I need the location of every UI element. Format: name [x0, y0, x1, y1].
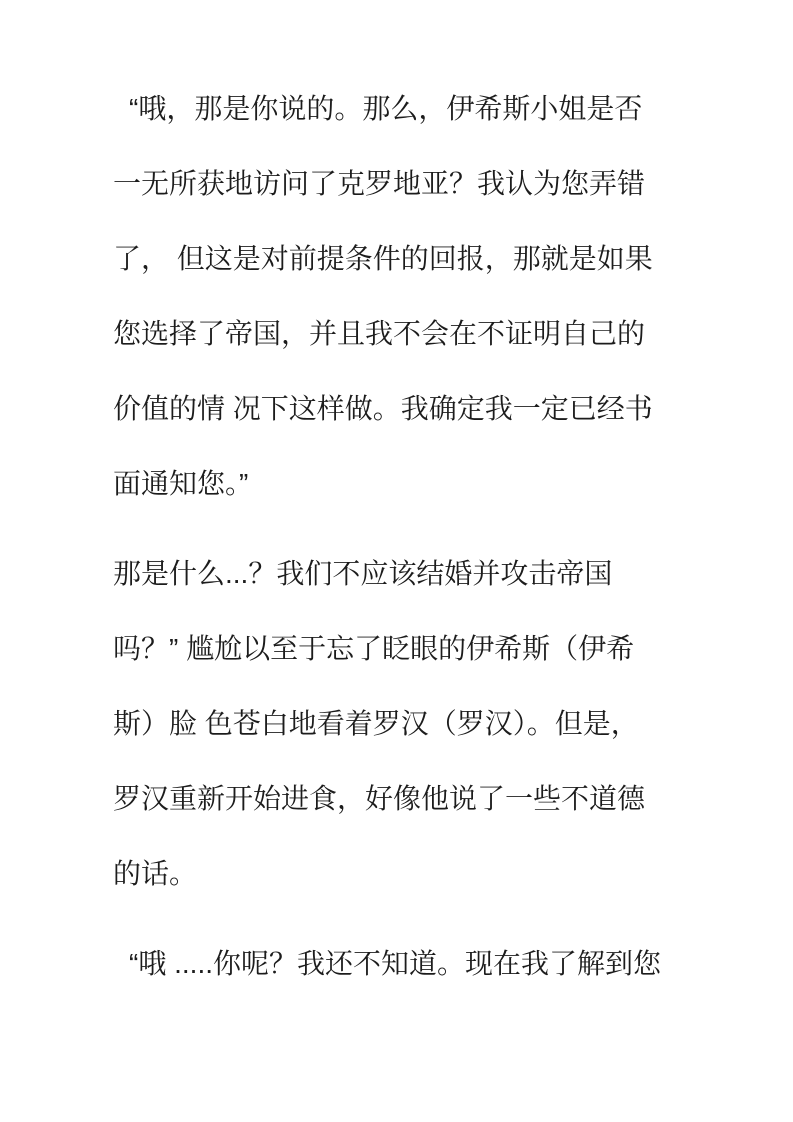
- text-line: 面通知您。”: [113, 468, 249, 499]
- paragraph: [113, 71, 683, 521]
- text-line: 了， 但这是对前提条件的回报，那就是如果: [113, 243, 653, 274]
- text-line: 罗汉重新开始进食，好像他说了一些不道德: [113, 783, 646, 814]
- text-line: 价值的情 况下这样做。我确定我一定已经书: [113, 393, 653, 424]
- paragraph: [113, 926, 683, 1001]
- text-line: “哦 .....你呢？我还不知道。现在我了解到您: [129, 948, 662, 979]
- text-line: “哦，那是你说的。那么，伊希斯小姐是否: [129, 93, 643, 124]
- text-line: 一无所获地访问了克罗地亚？我认为您弄错: [113, 168, 646, 199]
- text-line: 那是什么...？我们不应该结婚并攻击帝国: [113, 558, 613, 589]
- paragraph: [113, 536, 683, 911]
- text-line: 您选择了帝国，并且我不会在不证明自己的: [113, 318, 646, 349]
- text-line: 吗？” 尴尬以至于忘了眨眼的伊希斯（伊希: [113, 633, 635, 664]
- text-line: 斯）脸 色苍白地看着罗汉（罗汉）。但是，: [113, 708, 639, 739]
- text-line: 的话。: [113, 858, 198, 889]
